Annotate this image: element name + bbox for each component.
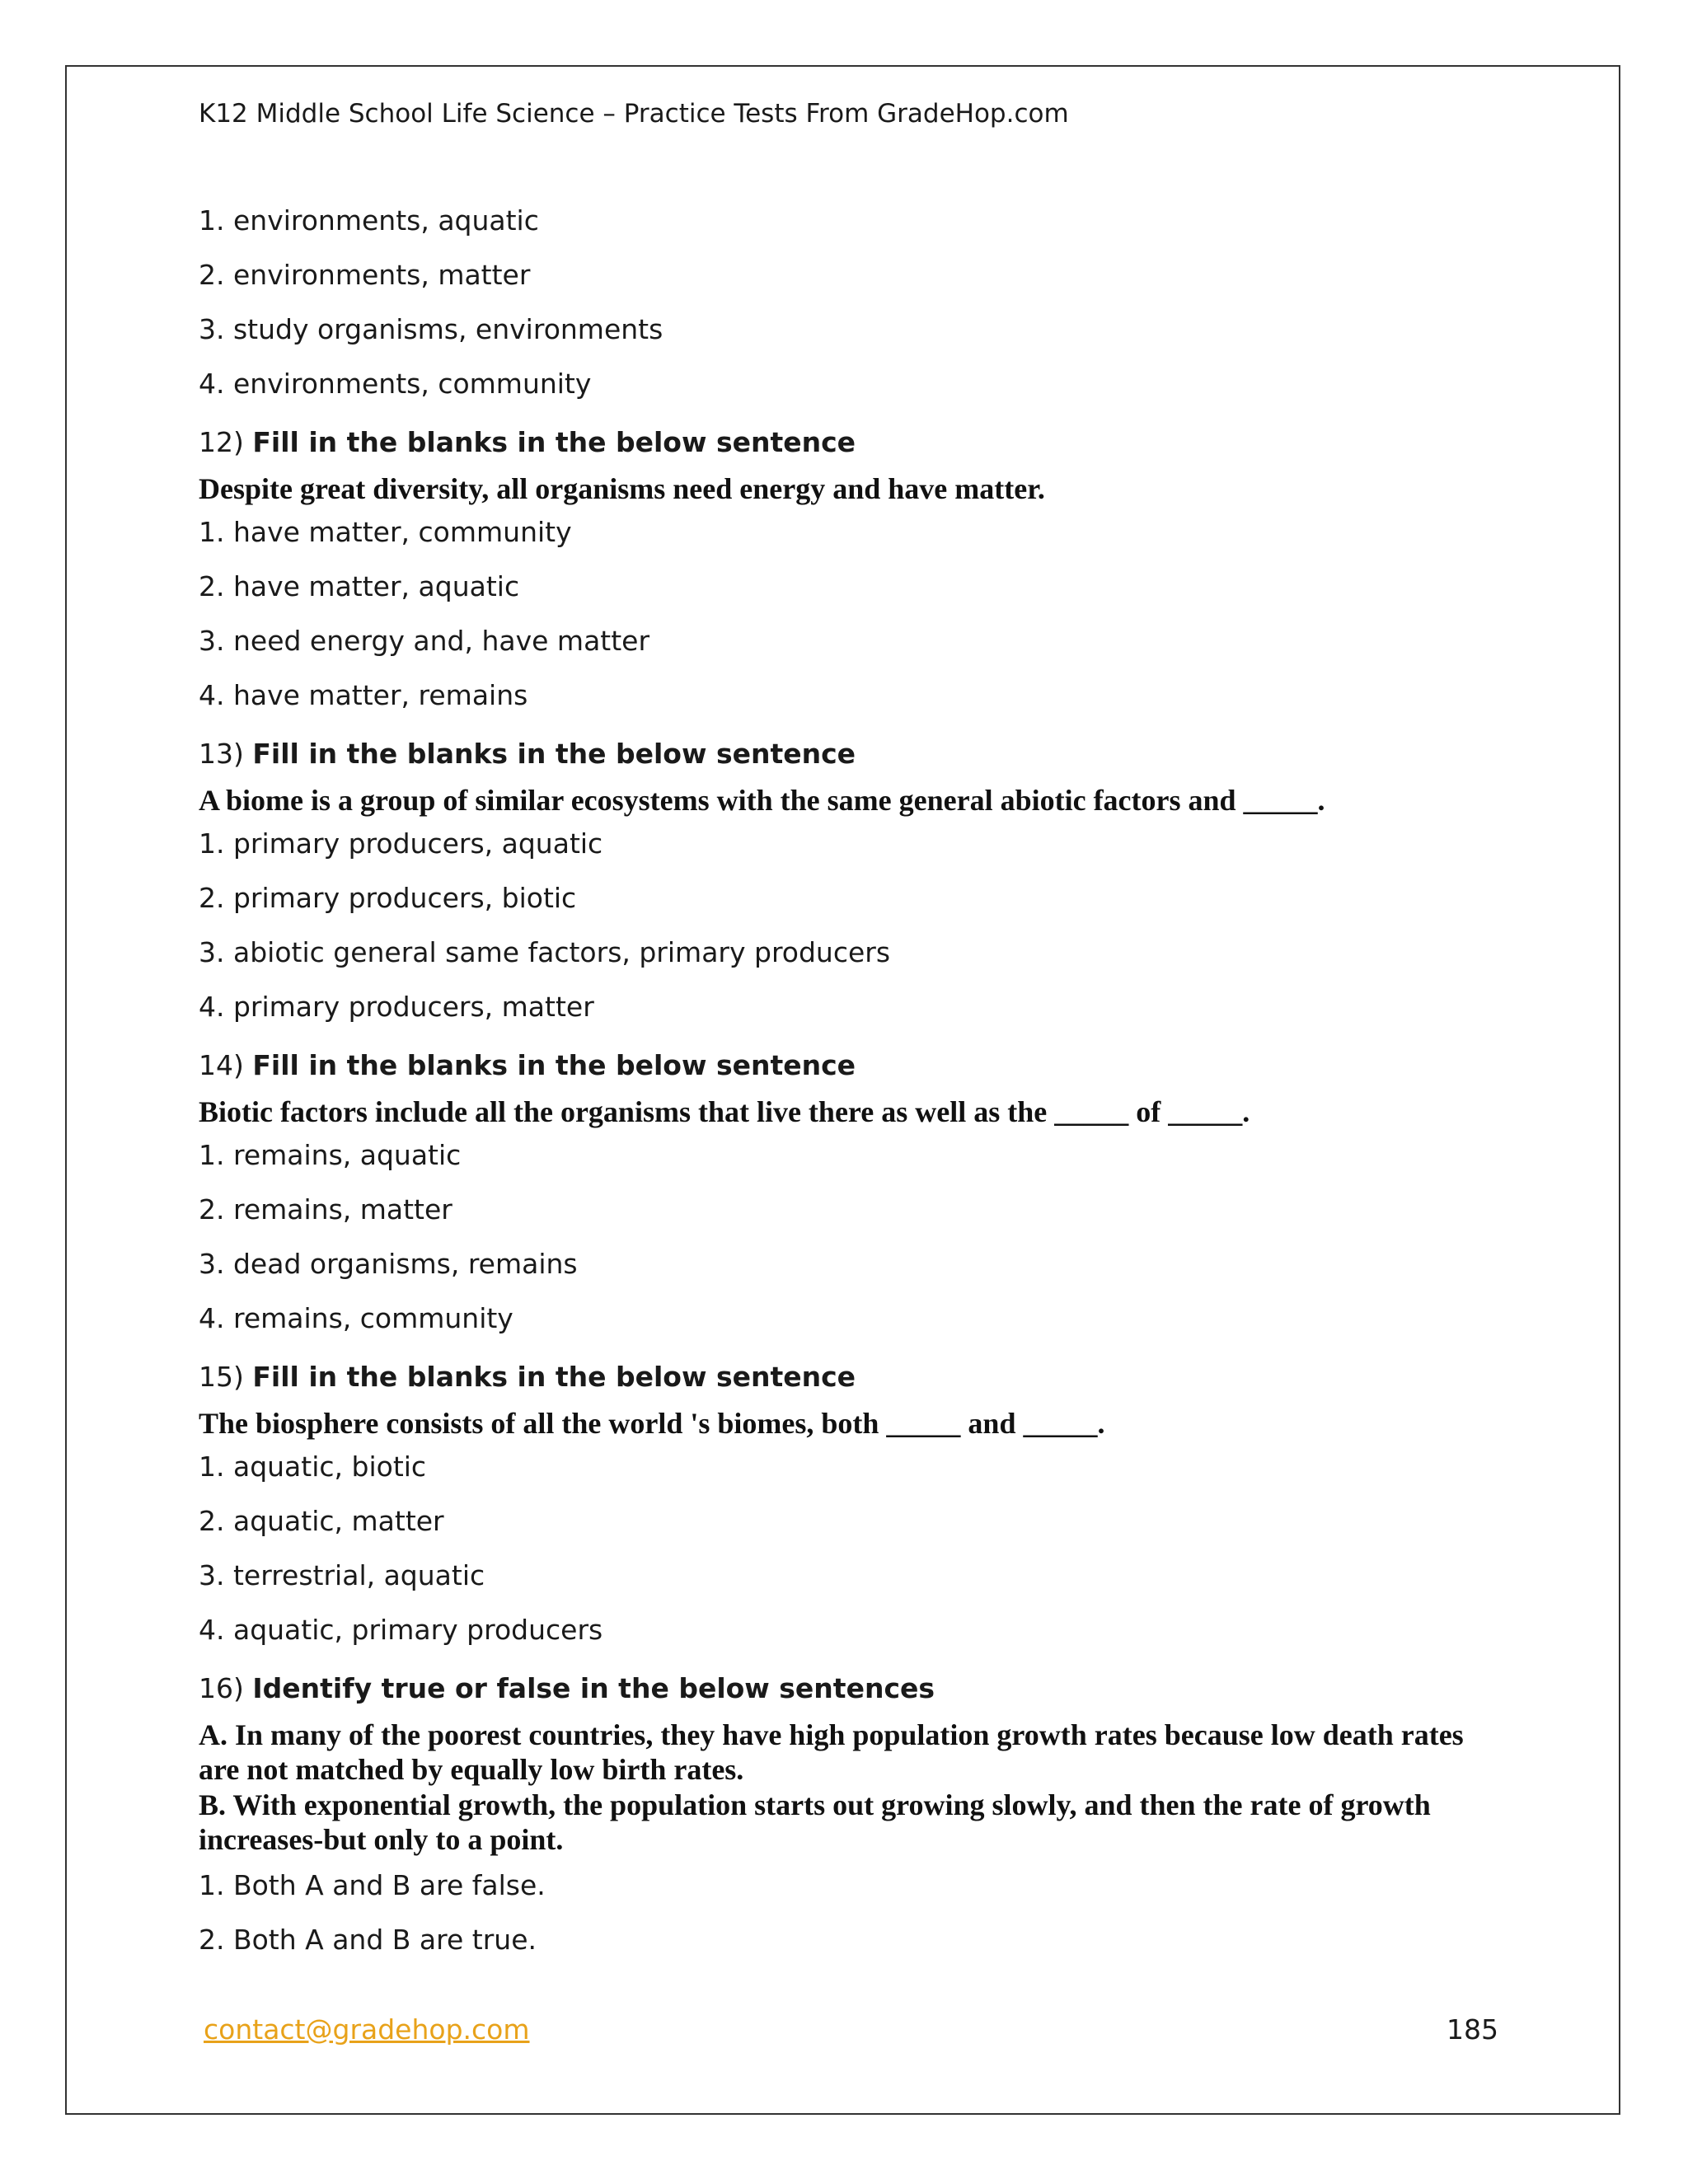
- contact-email-link[interactable]: contact@gradehop.com: [204, 2013, 530, 2046]
- question-header: [199, 1672, 935, 1705]
- option-item: 4. environments, community: [199, 368, 592, 400]
- question-instruction: Identify true or false in the below sentences: [252, 1672, 935, 1704]
- question-instruction: Fill in the blanks in the below sentence: [252, 738, 856, 770]
- option-item: 3. dead organisms, remains: [199, 1248, 578, 1280]
- option-item: 1. remains, aquatic: [199, 1139, 462, 1171]
- question-number: 15): [199, 1361, 244, 1393]
- option-item: 2. aquatic, matter: [199, 1505, 444, 1537]
- option-item: 4. remains, community: [199, 1302, 513, 1334]
- question-instruction: Fill in the blanks in the below sentence: [252, 1361, 856, 1393]
- option-item: 4. have matter, remains: [199, 679, 528, 711]
- option-item: 3. need energy and, have matter: [199, 625, 650, 657]
- option-item: 4. primary producers, matter: [199, 991, 594, 1023]
- option-item: 2. Both A and B are true.: [199, 1924, 537, 1956]
- option-item: 3. terrestrial, aquatic: [199, 1559, 485, 1591]
- question-header: [199, 738, 856, 771]
- question-statement: Biotic factors include all the organisms that live there as well as the _____ of _____.: [199, 1095, 1250, 1128]
- option-item: 2. environments, matter: [199, 259, 531, 291]
- question-statement: Despite great diversity, all organisms need energy and have matter.: [199, 472, 1045, 505]
- question-statement: The biosphere consists of all the world 's biomes, both _____ and _____.: [199, 1407, 1105, 1440]
- option-item: 1. primary producers, aquatic: [199, 827, 603, 860]
- option-item: 4. aquatic, primary producers: [199, 1614, 603, 1646]
- question-number: 14): [199, 1049, 244, 1081]
- question-statement: A biome is a group of similar ecosystems with the same general abiotic factors and _____.: [199, 784, 1325, 817]
- question-instruction: Fill in the blanks in the below sentence: [252, 1049, 856, 1081]
- question-statement-b: B. With exponential growth, the population starts out growing slowly, and then the rate of growth increases-but only to a point.: [199, 1788, 1431, 1856]
- question-statement-a: A. In many of the poorest countries, they have high population growth rates because low death rates are not matched by equally low birth rates.: [199, 1718, 1464, 1786]
- question-header: [199, 1361, 856, 1394]
- option-item: 2. remains, matter: [199, 1193, 452, 1226]
- page-number: 185: [1447, 2013, 1498, 2046]
- option-item: 3. study organisms, environments: [199, 313, 663, 345]
- option-item: 2. have matter, aquatic: [199, 570, 520, 602]
- question-number: 13): [199, 738, 244, 770]
- question-instruction: Fill in the blanks in the below sentence: [252, 426, 856, 458]
- option-item: 1. Both A and B are false.: [199, 1869, 546, 1901]
- option-item: 3. abiotic general same factors, primary producers: [199, 936, 891, 968]
- page-header-title: K12 Middle School Life Science – Practice Tests From GradeHop.com: [199, 99, 1069, 129]
- question-number: 16): [199, 1672, 244, 1704]
- option-item: 1. have matter, community: [199, 516, 572, 548]
- option-item: 1. aquatic, biotic: [199, 1451, 427, 1483]
- question-header: [199, 1049, 856, 1082]
- question-number: 12): [199, 426, 244, 458]
- option-item: 2. primary producers, biotic: [199, 882, 577, 914]
- question-header: [199, 426, 856, 459]
- option-item: 1. environments, aquatic: [199, 204, 539, 237]
